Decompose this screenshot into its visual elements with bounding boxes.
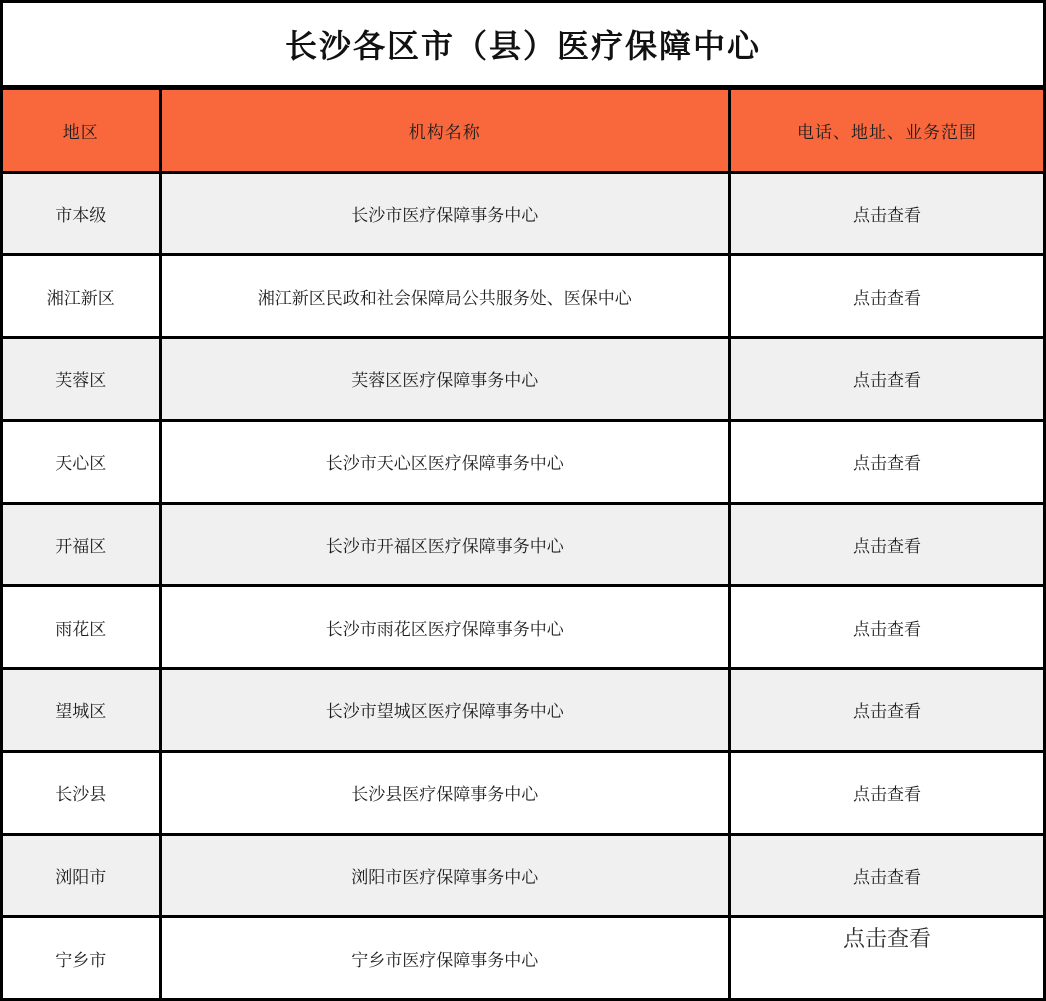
- region-cell: 天心区: [2, 420, 161, 503]
- table-row: [2, 834, 1045, 917]
- region-cell: 宁乡市: [2, 917, 161, 1000]
- table-body: [2, 172, 1045, 1000]
- region-cell: 望城区: [2, 669, 161, 752]
- region-cell: 开福区: [2, 503, 161, 586]
- page-title: 长沙各区市（县）医疗保障中心: [284, 28, 761, 64]
- table-row: [2, 917, 1045, 1000]
- view-link[interactable]: 点击查看: [730, 338, 1045, 421]
- table-row: [2, 255, 1045, 338]
- org-cell: 芙蓉区医疗保障事务中心: [160, 338, 729, 421]
- table-header: [2, 90, 1045, 172]
- header-row: [2, 90, 1045, 172]
- table-row: [2, 503, 1045, 586]
- table-row: [2, 338, 1045, 421]
- view-link[interactable]: 点击查看: [730, 255, 1045, 338]
- column-header-org: 机构名称: [160, 90, 729, 172]
- view-link[interactable]: 点击查看: [730, 503, 1045, 586]
- org-cell: 宁乡市医疗保障事务中心: [160, 917, 729, 1000]
- org-cell: 湘江新区民政和社会保障局公共服务处、医保中心: [160, 255, 729, 338]
- table-row: [2, 172, 1045, 255]
- view-link[interactable]: 点击查看: [730, 751, 1045, 834]
- table-row: [2, 751, 1045, 834]
- column-header-region: 地区: [2, 90, 161, 172]
- medical-centers-table: [0, 90, 1046, 1001]
- table-row: [2, 586, 1045, 669]
- view-link[interactable]: 点击查看: [730, 420, 1045, 503]
- title-bar: [0, 0, 1046, 90]
- region-cell: 浏阳市: [2, 834, 161, 917]
- region-cell: 长沙县: [2, 751, 161, 834]
- region-cell: 芙蓉区: [2, 338, 161, 421]
- view-link[interactable]: 点击查看: [730, 669, 1045, 752]
- column-header-contact: 电话、地址、业务范围: [730, 90, 1045, 172]
- org-cell: 长沙市开福区医疗保障事务中心: [160, 503, 729, 586]
- view-link[interactable]: 点击查看: [730, 586, 1045, 669]
- region-cell: 雨花区: [2, 586, 161, 669]
- table-row: [2, 420, 1045, 503]
- region-cell: 湘江新区: [2, 255, 161, 338]
- view-link[interactable]: 点击查看: [730, 917, 1045, 1000]
- view-link[interactable]: 点击查看: [730, 834, 1045, 917]
- view-link[interactable]: 点击查看: [730, 172, 1045, 255]
- region-cell: 市本级: [2, 172, 161, 255]
- org-cell: 长沙市天心区医疗保障事务中心: [160, 420, 729, 503]
- org-cell: 长沙市望城区医疗保障事务中心: [160, 669, 729, 752]
- org-cell: 长沙县医疗保障事务中心: [160, 751, 729, 834]
- org-cell: 长沙市雨花区医疗保障事务中心: [160, 586, 729, 669]
- table-row: [2, 669, 1045, 752]
- org-cell: 浏阳市医疗保障事务中心: [160, 834, 729, 917]
- org-cell: 长沙市医疗保障事务中心: [160, 172, 729, 255]
